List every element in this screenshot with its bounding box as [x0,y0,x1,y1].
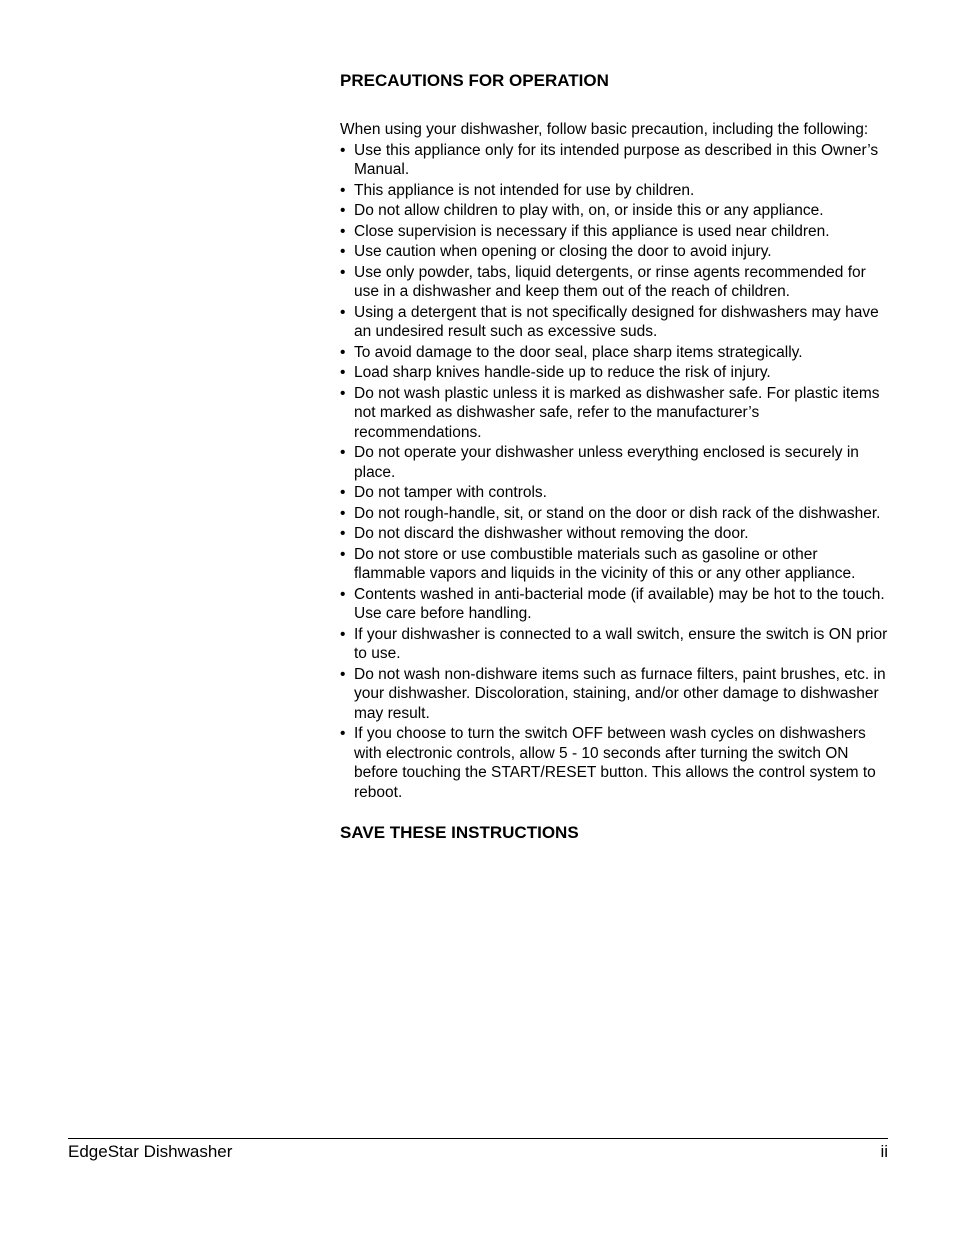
list-item [340,665,888,724]
list-item-text: Do not tamper with controls. [354,484,547,501]
bullet-icon: • [340,181,346,199]
list-item-text: Do not allow children to play with, on, or inside this or any appliance. [354,202,824,219]
intro-paragraph: When using your dishwasher, follow basic precaution, including the following: [340,121,869,138]
page-number: ii [880,1142,888,1161]
bullet-icon: • [340,444,346,461]
list-item-text: If you choose to turn the switch OFF between wash cycles on dishwashers with electronic controls, allow 5 - 10 seconds after turning the switch ON before touching the START/RESET button. This allows the control system to reboot. [354,725,876,801]
bullet-icon: • [340,665,346,683]
list-item [340,363,888,383]
list-item-text: Close supervision is necessary if this appliance is used near children. [354,222,830,240]
list-item [340,483,888,503]
list-item-text: Do not discard the dishwasher without removing the door. [354,525,749,542]
bullet-icon: • [340,545,346,563]
list-item-text: To avoid damage to the door seal, place sharp items strategically. [354,343,803,361]
bullet-icon: • [340,343,346,361]
list-item [340,343,888,363]
page-footer [68,1141,888,1163]
precautions-section [340,70,888,844]
bullet-icon: • [340,725,346,742]
bullet-icon: • [340,364,346,381]
bullet-icon: • [340,303,346,321]
bullet-icon: • [340,484,346,501]
footer-title: EdgeStar Dishwasher [68,1142,233,1161]
list-item [340,201,888,221]
list-item [340,504,888,524]
list-item-text: Use caution when opening or closing the door to avoid injury. [354,243,772,260]
bullet-icon: • [340,625,346,643]
bullet-icon: • [340,525,346,542]
list-item [340,303,888,342]
bullet-icon: • [340,263,346,281]
list-item-text: If your dishwasher is connected to a wall switch, ensure the switch is ON prior to use. [354,625,888,662]
list-item [340,724,888,802]
precautions-list [340,141,888,803]
list-item [340,181,888,201]
list-item-text: Do not operate your dishwasher unless everything enclosed is securely in place. [354,444,859,481]
list-item-text: Load sharp knives handle-side up to reduce the risk of injury. [354,364,771,381]
list-item-text: Do not wash plastic unless it is marked as dishwasher safe. For plastic items not marked as dishwasher safe, refer to the manufacturer’s recommendations. [354,384,880,441]
list-item [340,625,888,664]
bullet-icon: • [340,504,346,522]
list-item-text: Use this appliance only for its intended purpose as described in this Owner’s Manual. [354,141,879,178]
bullet-icon: • [340,222,346,240]
list-item-text: Do not wash non-dishware items such as furnace filters, paint brushes, etc. in your dishwasher. Discoloration, staining, and/or other damage to dishwasher may result. [354,665,886,722]
list-item-text: This appliance is not intended for use by children. [354,181,695,199]
closing-heading: SAVE THESE INSTRUCTIONS [340,823,579,842]
list-item [340,222,888,242]
section-heading: PRECAUTIONS FOR OPERATION [340,71,609,90]
list-item-text: Do not store or use combustible materials such as gasoline or other flammable vapors and liquids in the vicinity of this or any other appliance. [354,545,856,582]
list-item [340,585,888,624]
list-item-text: Use only powder, tabs, liquid detergents, or rinse agents recommended for use in a dishwasher and keep them out of the reach of children. [354,263,866,300]
bullet-icon: • [340,384,346,402]
list-item-text: Contents washed in anti-bacterial mode (if available) may be hot to the touch. Use care before handling. [354,585,885,622]
bullet-icon: • [340,243,346,260]
list-item [340,545,888,584]
bullet-icon: • [340,202,346,219]
bullet-icon: • [340,141,346,159]
list-item [340,443,888,482]
list-item [340,263,888,302]
list-item-text: Do not rough-handle, sit, or stand on the door or dish rack of the dishwasher. [354,504,881,522]
list-item [340,141,888,180]
list-item-text: Using a detergent that is not specifically designed for dishwashers may have an undesired result such as excessive suds. [354,303,879,340]
bullet-icon: • [340,585,346,603]
list-item [340,524,888,544]
list-item [340,242,888,262]
list-item [340,384,888,443]
footer-divider [68,1138,888,1139]
